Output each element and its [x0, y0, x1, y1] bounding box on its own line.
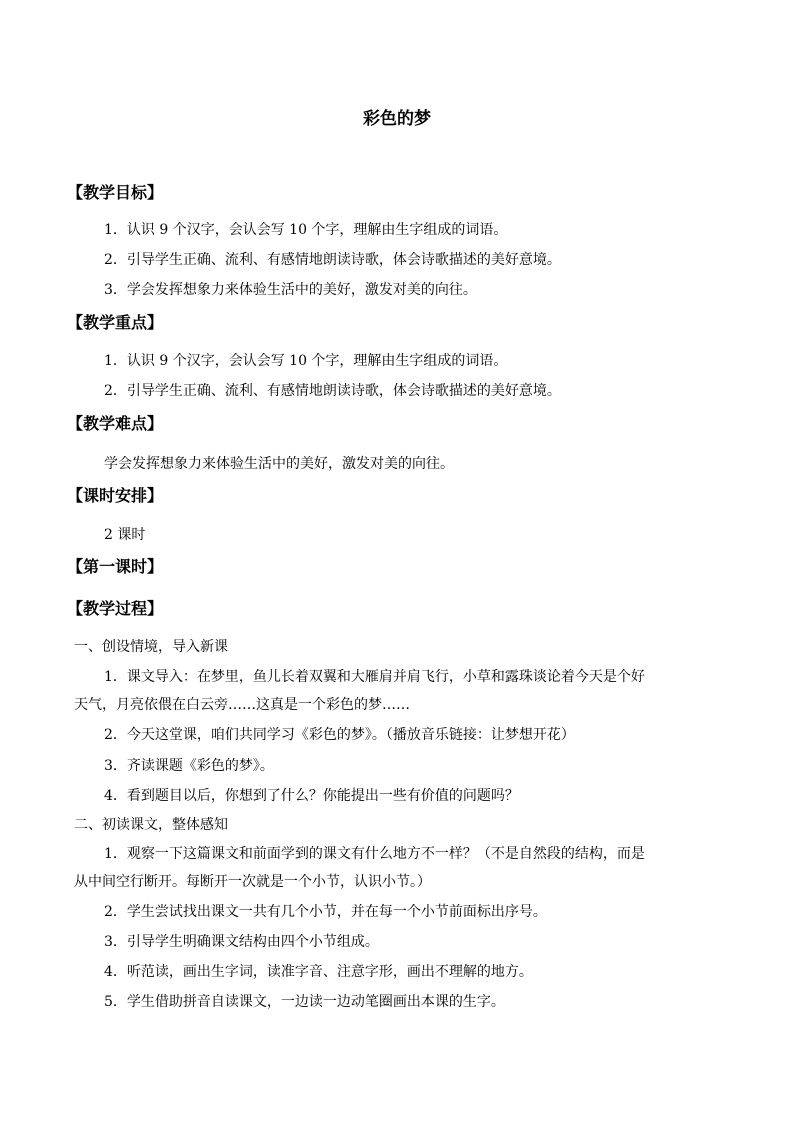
goal-item-1: 1．认识 9 个汉字，会认会写 10 个字，理解由生字组成的词语。	[104, 222, 508, 238]
key-item-2: 2．引导学生正确、流利、有感情地朗读诗歌，体会诗歌描述的美好意境。	[104, 383, 561, 399]
goal-item-3: 3．学会发挥想象力来体验生活中的美好，激发对美的向往。	[104, 282, 477, 298]
s2-item-2: 2．学生尝试找出课文一共有几个小节，并在每一个小节前面标出序号。	[104, 904, 547, 920]
section-1-title: 一、创设情境，导入新课	[74, 639, 228, 655]
key-item-1: 1．认识 9 个汉字，会认会写 10 个字，理解由生字组成的词语。	[104, 353, 508, 369]
schedule-text: 2 课时	[104, 527, 146, 543]
heading-process: 【教学过程】	[67, 599, 164, 618]
heading-first-lesson: 【第一课时】	[67, 557, 164, 576]
goal-item-2: 2．引导学生正确、流利、有感情地朗读诗歌，体会诗歌描述的美好意境。	[104, 252, 561, 268]
s2-item-5: 5．学生借助拼音自读课文，一边读一边动笔圈画出本课的生字。	[104, 994, 505, 1010]
s1-item-1-cont: 天气，月亮依偎在白云旁……这真是一个彩色的梦……	[74, 697, 410, 713]
heading-goals: 【教学目标】	[67, 183, 164, 202]
s1-item-4: 4．看到题目以后，你想到了什么？你能提出一些有价值的问题吗？	[104, 788, 519, 804]
heading-schedule: 【课时安排】	[67, 486, 164, 505]
section-2-title: 二、初读课文，整体感知	[74, 817, 228, 833]
doc-title: 彩色的梦	[363, 109, 431, 129]
s1-item-3: 3．齐读课题《彩色的梦》。	[104, 758, 274, 774]
heading-difficulties: 【教学难点】	[67, 414, 164, 433]
s2-item-1-cont: 从中间空行断开。每断开一次就是一个小节，认识小节。）	[74, 874, 431, 890]
s2-item-3: 3．引导学生明确课文结构由四个小节组成。	[104, 934, 379, 950]
s1-item-1: 1．课文导入：在梦里，鱼儿长着双翼和大雁肩并肩飞行，小草和露珠谈论着今天是个好	[104, 669, 645, 685]
heading-key-points: 【教学重点】	[67, 313, 164, 332]
s2-item-4: 4．听范读，画出生字词，读准字音、注意字形，画出不理解的地方。	[104, 964, 533, 980]
s2-item-1: 1．观察一下这篇课文和前面学到的课文有什么地方不一样？（不是自然段的结构，而是	[104, 846, 645, 862]
difficulty-text: 学会发挥想象力来体验生活中的美好，激发对美的向往。	[104, 456, 454, 472]
s1-item-2: 2．今天这堂课，咱们共同学习《彩色的梦》。（播放音乐链接：让梦想开花）	[104, 727, 575, 743]
